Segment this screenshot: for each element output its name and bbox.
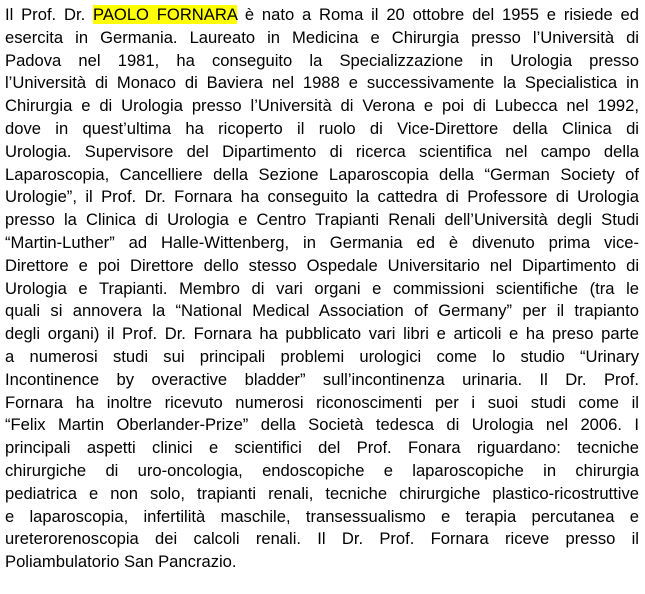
text-line: pediatrica e non solo, trapianti renali, tecniche chirurgiche plastico-ricostruttive [5, 483, 639, 503]
text-line: l’Università di Monaco di Baviera nel 1988 e successivamente la Specialistica in [5, 73, 639, 93]
text-line: e laparoscopia, infertilità maschile, transessualismo e terapia percutanea e [5, 506, 639, 526]
text-line: Urologie”, il Prof. Dr. Fornara ha conseguito la cattedra di Professore di Urologia [5, 187, 639, 207]
text-line: Chirurgia e di Urologia presso l’Università di Verona e poi di Lubecca nel 1992, [5, 96, 639, 116]
text-line: Direttore e poi Direttore dello stesso Ospedale Universitario nel Dipartimento di [5, 255, 639, 275]
text-line: principali aspetti clinici e scientifici del Prof. Fonara riguardano: tecniche [5, 438, 639, 458]
text-line: Incontinence by overactive bladder” sull’incontinenza urinaria. Il Dr. Prof. [5, 369, 639, 389]
text-line: ureterorenoscopia dei calcoli renali. Il Dr. Prof. Fornara riceve presso il [5, 529, 639, 549]
highlighted-name: PAOLO FORNARA [93, 5, 237, 24]
text-line: dove in quest’ultima ha ricoperto il ruolo di Vice-Direttore della Clinica di [5, 118, 639, 138]
text-line: Urologia. Supervisore del Dipartimento di ricerca scientifica nel campo della [5, 141, 639, 161]
text-line: Fornara ha inoltre ricevuto numerosi riconoscimenti per i suoi studi come il [5, 392, 639, 412]
text-line: presso la Clinica di Urologia e Centro Trapianti Renali dell’Università degli Studi [5, 210, 639, 230]
text-line: esercita in Germania. Laureato in Medicina e Chirurgia presso l’Università di [5, 27, 639, 47]
text-line: chirurgiche di uro-oncologia, endoscopiche e laparoscopiche in chirurgia [5, 460, 639, 480]
text-line: Laparoscopia, Cancelliere della Sezione Laparoscopia della “German Society of [5, 164, 639, 184]
text-line: a numerosi studi sui principali problemi urologici come lo studio “Urinary [5, 346, 639, 366]
text-line-1-before: Il Prof. Dr. [5, 5, 94, 24]
text-line: “Felix Martin Oberlander-Prize” della Società tedesca di Urologia nel 2006. I [5, 415, 639, 435]
text-line: degli organi) il Prof. Dr. Fornara ha pubblicato vari libri e articoli e ha preso parte [5, 324, 639, 344]
biography-text [5, 4, 639, 574]
text-line-1-after: è nato a Roma il 20 ottobre del 1955 e risiede ed [237, 5, 639, 24]
text-line: “Martin-Luther” ad Halle-Wittenberg, in Germania ed è divenuto prima vice- [5, 232, 639, 252]
text-line-1 [5, 4, 639, 27]
text-line-last: Poliambulatorio San Pancrazio. [5, 552, 237, 572]
text-line: quali si annovera la “National Medical Association of Germany” per il trapianto [5, 301, 639, 321]
text-line: Urologia e Trapianti. Membro di vari organi e commissioni scientifiche (tra le [5, 278, 639, 298]
text-line: Padova nel 1981, ha conseguito la Specializzazione in Urologia presso [5, 50, 639, 70]
